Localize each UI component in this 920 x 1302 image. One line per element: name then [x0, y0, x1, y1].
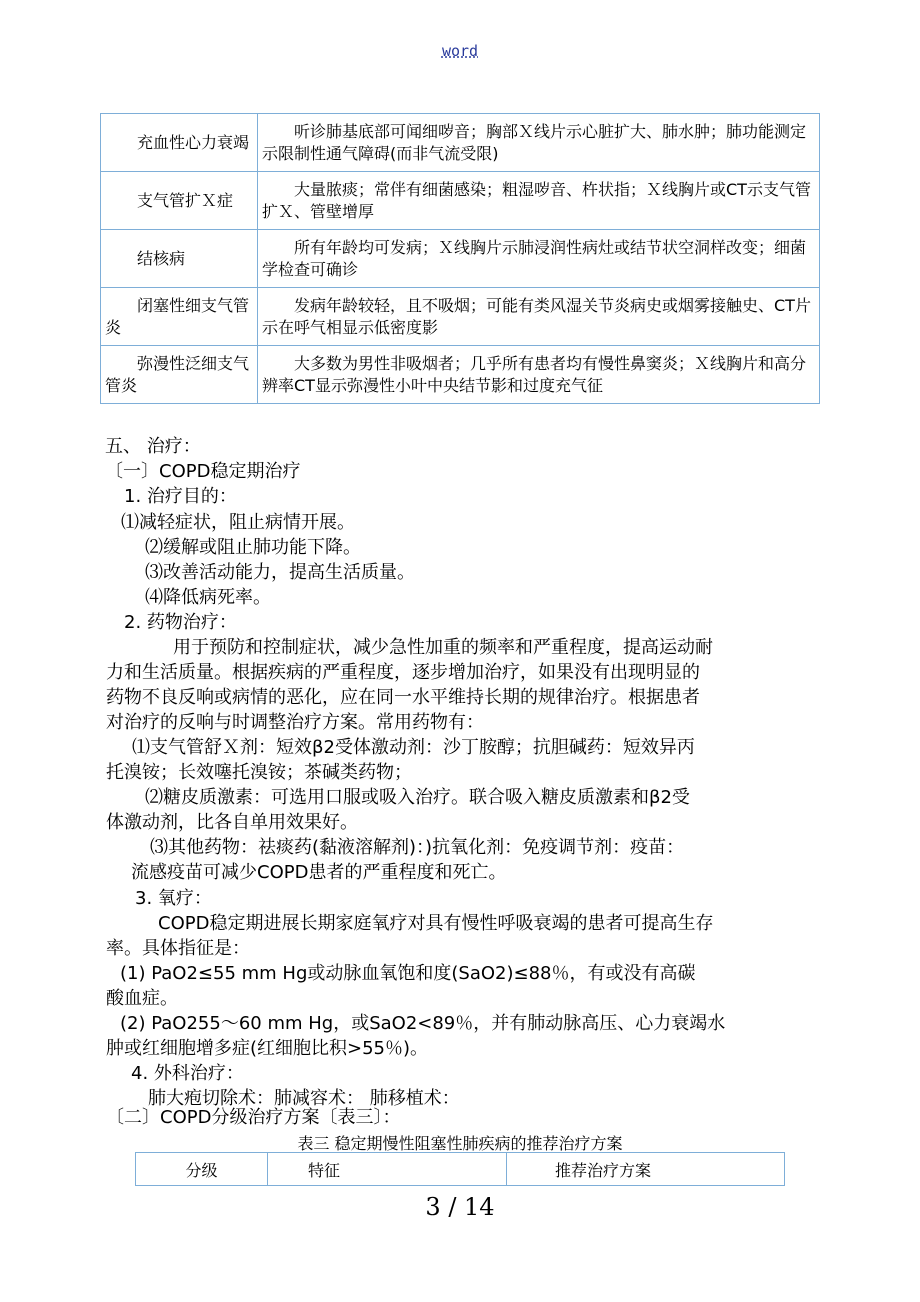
paragraph-line: ⑴支气管舒Ｘ剂：短效β2受体激动剂：沙丁胺醇；抗胆碱药：短效异丙 — [132, 737, 695, 758]
paragraph-line: 用于预防和控制症状，减少急性加重的频率和严重程度，提高运动耐 — [173, 637, 713, 658]
disease-cell: 弥漫性泛细支气管炎 — [101, 346, 258, 404]
header-features: 特征 — [268, 1153, 507, 1186]
paragraph-line: 对治疗的反响与时调整治疗方案。常用药物有： — [106, 712, 484, 733]
paragraph-line: 托溴铵；长效噻托溴铵；茶碱类药物； — [106, 762, 412, 783]
paragraph-line: 率。具体指征是： — [106, 938, 250, 959]
features-cell: 大多数为男性非吸烟者；几乎所有患者均有慢性鼻窦炎；Ｘ线胸片和高分辨率CT显示弥漫性小叶中央结节影和过度充气征 — [258, 346, 820, 404]
section-heading: 五、 治疗： — [105, 436, 201, 457]
table-row — [101, 230, 820, 288]
paragraph-line: 体激动剂，比各自单用效果好。 — [106, 812, 358, 833]
table-row — [101, 288, 820, 346]
table-row — [101, 346, 820, 404]
table-row — [101, 172, 820, 230]
item-heading: 2. 药物治疗： — [124, 612, 237, 633]
table-row — [101, 114, 820, 172]
features-cell: 发病年龄较轻，且不吸烟；可能有类风湿关节炎病史或烟雾接触史、CT片示在呼气相显示低密度影 — [258, 288, 820, 346]
item-heading: 3. 氧疗： — [135, 888, 212, 909]
paragraph-line: ⑶其他药物：祛痰药(黏液溶解剂)：)抗氧化剂：免疫调节剂：疫苗： — [150, 837, 685, 858]
list-item: ⑴减轻症状，阻止病情开展。 — [121, 512, 355, 533]
table-caption: 表三 稳定期慢性阻塞性肺疾病的推荐治疗方案 — [297, 1134, 623, 1153]
item-heading: 1. 治疗目的： — [124, 486, 237, 507]
list-item: ⑷降低病死率。 — [145, 587, 271, 608]
header-grade: 分级 — [136, 1153, 268, 1186]
features-cell: 听诊肺基底部可闻细哕音；胸部Ｘ线片示心脏扩大、肺水肿；肺功能测定示限制性通气障碍(而非气流受限) — [258, 114, 820, 172]
paragraph-line: 肺大疱切除术：肺减容术： 肺移植术： — [148, 1088, 460, 1109]
paragraph-line: 药物不良反响或病情的恶化，应在同一水平维持长期的规律治疗。根据患者 — [106, 687, 700, 708]
header-word[interactable]: word — [441, 42, 479, 60]
paragraph-line: 肿或红细胞增多症(红细胞比积>55％)。 — [106, 1038, 429, 1059]
differential-diagnosis-table — [100, 113, 820, 404]
list-item: ⑶改善活动能力，提高生活质量。 — [145, 562, 415, 583]
paragraph-line: COPD稳定期进展长期家庭氧疗对具有慢性呼吸衰竭的患者可提高生存 — [158, 913, 714, 934]
features-cell: 所有年龄均可发病；Ｘ线胸片示肺浸润性病灶或结节状空洞样改变；细菌学检查可确诊 — [258, 230, 820, 288]
paragraph-line: (2) PaO255～60 mm Hg，或SaO2<89％，并有肺动脉高压、心力衰竭水 — [120, 1013, 726, 1034]
item-heading: 4. 外科治疗： — [131, 1063, 244, 1084]
paragraph-line: 力和生活质量。根据疾病的严重程度，逐步增加治疗，如果没有出现明显的 — [106, 662, 700, 683]
paragraph-line: ⑵糖皮质激素：可选用口服或吸入治疗。联合吸入糖皮质激素和β2受 — [145, 787, 690, 808]
table-header-row — [136, 1153, 785, 1186]
subsection-heading: 〔一〕COPD稳定期治疗 — [105, 461, 301, 482]
disease-cell: 充血性心力衰竭 — [101, 114, 258, 172]
disease-cell: 闭塞性细支气管炎 — [101, 288, 258, 346]
page-number: 3 / 14 — [425, 1193, 495, 1221]
subsection-heading: 〔二〕COPD分级治疗方案〔表三〕： — [106, 1107, 401, 1128]
features-cell: 大量脓痰；常伴有细菌感染；粗湿哕音、杵状指；Ｘ线胸片或CT示支气管扩Ｘ、管壁增厚 — [258, 172, 820, 230]
disease-cell: 结核病 — [101, 230, 258, 288]
list-item: ⑵缓解或阻止肺功能下降。 — [145, 537, 361, 558]
paragraph-line: 酸血症。 — [106, 988, 178, 1009]
header-treatment: 推荐治疗方案 — [507, 1153, 785, 1186]
treatment-table — [135, 1152, 785, 1186]
paragraph-line: 流感疫苗可减少COPD患者的严重程度和死亡。 — [131, 862, 507, 883]
disease-cell: 支气管扩Ｘ症 — [101, 172, 258, 230]
paragraph-line: (1) PaO2≤55 mm Hg或动脉血氧饱和度(SaO2)≤88％，有或没有高碳 — [120, 963, 696, 984]
